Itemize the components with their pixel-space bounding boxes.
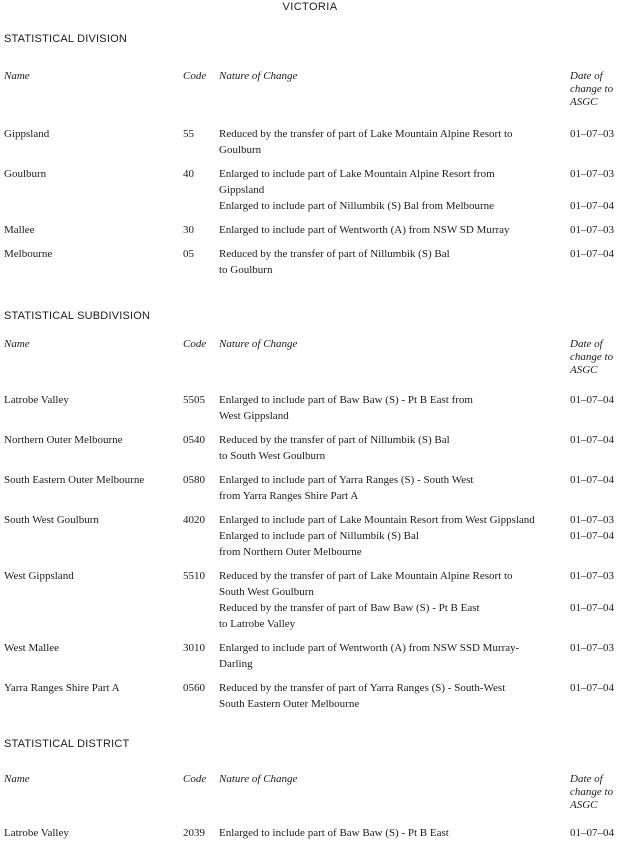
column-header-code: Code	[183, 70, 207, 82]
change-line: to South West Goulburn	[219, 450, 326, 462]
column-header-date	[570, 773, 620, 812]
change-line: Reduced by the transfer of part of Lake Mountain Alpine Resort to	[219, 128, 513, 140]
column-header-date-line: change to	[570, 786, 614, 798]
row-code: 0560	[183, 682, 205, 694]
row-name: South West Goulburn	[4, 514, 99, 526]
change-entry	[219, 432, 620, 464]
table-row	[4, 126, 620, 158]
column-header-code: Code	[183, 338, 207, 350]
change-line: Gippsland	[219, 184, 265, 196]
change-date: 01–07–04	[570, 602, 614, 614]
column-header-date-line: change to	[570, 83, 614, 95]
change-entry	[219, 246, 620, 278]
change-lines	[219, 528, 570, 560]
section	[4, 33, 620, 286]
column-header-date-line: Date of	[570, 70, 603, 82]
change-lines	[219, 392, 570, 424]
change-date: 01–07–04	[570, 682, 614, 694]
table-row	[4, 825, 620, 841]
row-changes	[219, 825, 620, 841]
table-row	[4, 640, 620, 672]
change-entry	[219, 825, 620, 841]
row-name: Latrobe Valley	[4, 827, 69, 839]
change-lines	[219, 246, 570, 278]
column-headers	[4, 338, 620, 377]
change-line: Enlarged to include part of Yarra Ranges (S) - South West	[219, 474, 474, 486]
row-name: South Eastern Outer Melbourne	[4, 474, 145, 486]
section	[4, 738, 620, 849]
change-lines	[219, 640, 570, 672]
change-date: 01–07–04	[570, 530, 614, 542]
change-line: Reduced by the transfer of part of Lake Mountain Alpine Resort to	[219, 570, 513, 582]
row-code: 5505	[183, 394, 205, 406]
change-line: Enlarged to include part of Nillumbik (S) Bal from Melbourne	[219, 200, 495, 212]
change-entry	[219, 166, 620, 198]
change-line: Reduced by the transfer of part of Yarra Ranges (S) - South-West	[219, 682, 506, 694]
row-changes	[219, 472, 620, 504]
change-entry	[219, 568, 620, 600]
page-title: VICTORIA	[282, 1, 338, 13]
change-entry	[219, 528, 620, 560]
change-lines	[219, 680, 570, 712]
row-changes	[219, 432, 620, 464]
change-entry	[219, 472, 620, 504]
row-code: 2039	[183, 827, 205, 839]
change-line: South Eastern Outer Melbourne	[219, 698, 360, 710]
change-date: 01–07–03	[570, 642, 614, 654]
section-title: STATISTICAL DIVISION	[4, 33, 127, 45]
row-code: 3010	[183, 642, 205, 654]
row-name: Yarra Ranges Shire Part A	[4, 682, 120, 694]
change-lines	[219, 568, 570, 600]
change-date: 01–07–03	[570, 570, 614, 582]
change-line: Enlarged to include part of Wentworth (A) from NSW SSD Murray-	[219, 642, 520, 654]
row-changes	[219, 166, 620, 214]
change-lines	[219, 825, 570, 841]
change-date: 01–07–04	[570, 200, 614, 212]
column-headers	[4, 70, 620, 109]
change-line: to Latrobe Valley	[219, 618, 296, 630]
row-changes	[219, 246, 620, 278]
row-code: 40	[183, 168, 194, 180]
column-header-date-line: Date of	[570, 773, 603, 785]
row-name: Latrobe Valley	[4, 394, 69, 406]
table-row	[4, 472, 620, 504]
section-title: STATISTICAL DISTRICT	[4, 738, 130, 750]
change-entry	[219, 198, 620, 214]
change-line: South West Goulburn	[219, 586, 314, 598]
row-name: West Gippsland	[4, 570, 74, 582]
table-row	[4, 512, 620, 560]
row-name: West Mallee	[4, 642, 60, 654]
change-date: 01–07–03	[570, 224, 614, 236]
column-header-date-line: ASGC	[570, 799, 598, 811]
change-lines	[219, 600, 570, 632]
column-headers	[4, 773, 620, 812]
change-line: Enlarged to include part of Wentworth (A) from NSW SD Murray	[219, 224, 510, 236]
table-row	[4, 392, 620, 424]
table-row	[4, 568, 620, 632]
change-line: Enlarged to include part of Baw Baw (S) - Pt B East from	[219, 394, 473, 406]
column-header-date-line: change to	[570, 351, 614, 363]
row-code: 05	[183, 248, 194, 260]
change-line: Reduced by the transfer of part of Nillumbik (S) Bal	[219, 248, 450, 260]
change-line: to Goulburn	[219, 264, 273, 276]
change-entry	[219, 512, 620, 528]
column-header-name: Name	[4, 338, 30, 350]
column-header-date-line: ASGC	[570, 96, 598, 108]
row-code: 30	[183, 224, 194, 236]
change-date: 01–07–04	[570, 394, 614, 406]
row-code: 0580	[183, 474, 205, 486]
change-line: Enlarged to include part of Baw Baw (S) - Pt B East	[219, 827, 449, 839]
change-line: Enlarged to include part of Lake Mountain Alpine Resort from	[219, 168, 495, 180]
change-date: 01–07–04	[570, 474, 614, 486]
column-header-name: Name	[4, 70, 30, 82]
row-changes	[219, 512, 620, 560]
table-row	[4, 222, 620, 238]
change-date: 01–07–04	[570, 248, 614, 260]
row-code: 0540	[183, 434, 205, 446]
row-code: 4020	[183, 514, 205, 526]
change-date: 01–07–03	[570, 514, 614, 526]
change-entry	[219, 640, 620, 672]
row-name: Goulburn	[4, 168, 47, 180]
section-title: STATISTICAL SUBDIVISION	[4, 310, 151, 322]
change-line: from Northern Outer Melbourne	[219, 546, 362, 558]
row-name: Mallee	[4, 224, 35, 236]
change-lines	[219, 472, 570, 504]
change-date: 01–07–04	[570, 434, 614, 446]
column-header-nature: Nature of Change	[219, 773, 298, 785]
change-line: Goulburn	[219, 144, 262, 156]
change-lines	[219, 126, 570, 158]
row-name: Northern Outer Melbourne	[4, 434, 123, 446]
row-changes	[219, 568, 620, 632]
change-date: 01–07–03	[570, 128, 614, 140]
change-line: Darling	[219, 658, 253, 670]
change-entry	[219, 680, 620, 712]
change-lines	[219, 512, 570, 528]
row-changes	[219, 222, 620, 238]
column-header-name: Name	[4, 773, 30, 785]
change-line: Enlarged to include part of Lake Mountain Resort from West Gippsland	[219, 514, 535, 526]
section	[4, 310, 620, 720]
row-name: Gippsland	[4, 128, 50, 140]
table-row	[4, 246, 620, 278]
change-line: West Gippsland	[219, 410, 289, 422]
change-entry	[219, 126, 620, 158]
row-changes	[219, 680, 620, 712]
change-entry	[219, 222, 620, 238]
column-header-date-line: ASGC	[570, 364, 598, 376]
table-row	[4, 432, 620, 464]
change-lines	[219, 198, 570, 214]
row-changes	[219, 392, 620, 424]
change-line: Enlarged to include part of Nillumbik (S) Bal	[219, 530, 419, 542]
change-entry	[219, 392, 620, 424]
change-line: from Yarra Ranges Shire Part A	[219, 490, 359, 502]
table-row	[4, 680, 620, 712]
column-header-date	[570, 70, 620, 109]
row-changes	[219, 640, 620, 672]
change-date: 01–07–04	[570, 827, 614, 839]
row-changes	[219, 126, 620, 158]
column-header-nature: Nature of Change	[219, 70, 298, 82]
row-code: 5510	[183, 570, 205, 582]
column-header-date-line: Date of	[570, 338, 603, 350]
change-date: 01–07–03	[570, 168, 614, 180]
change-line: Reduced by the transfer of part of Nillumbik (S) Bal	[219, 434, 450, 446]
change-lines	[219, 222, 570, 238]
column-header-date	[570, 338, 620, 377]
column-header-nature: Nature of Change	[219, 338, 298, 350]
change-lines	[219, 432, 570, 464]
change-lines	[219, 166, 570, 198]
row-code: 55	[183, 128, 194, 140]
row-name: Melbourne	[4, 248, 53, 260]
change-line: Reduced by the transfer of part of Baw Baw (S) - Pt B East	[219, 602, 480, 614]
column-header-code: Code	[183, 773, 207, 785]
table-row	[4, 166, 620, 214]
change-entry	[219, 600, 620, 632]
